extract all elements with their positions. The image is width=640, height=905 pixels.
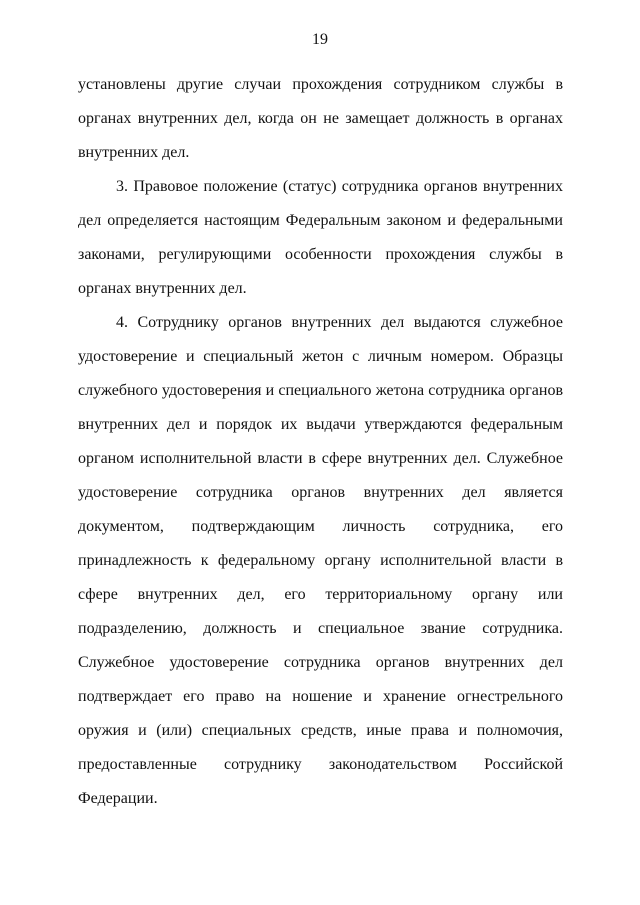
paragraph-4: 4. Сотруднику органов внутренних дел выдаются служебное удостоверение и специальный жетон с личным номером. Образцы служебного удостоверения и специального жетона сотрудника органов внутренних дел и порядок их выдачи утверждаются федеральным органом исполнительной власти в сфере внутренних дел. Служебное удостоверение сотрудника органов внутренних дел является документом, подтверждающим личность сотрудника, его принадлежность к федеральному органу исполнительной власти в сфере внутренних дел, его территориальному органу или подразделению, должность и специальное звание сотрудника. Служебное удостоверение сотрудника органов внутренних дел подтверждает его право на ношение и хранение огнестрельного оружия и (или) специальных средств, иные права и полномочия, предоставленные сотруднику законодательством Российской Федерации. (78, 314, 563, 807)
page-number: 19 (312, 31, 328, 48)
paragraph-continued: установлены другие случаи прохождения сотрудником службы в органах внутренних дел, когда он не замещает должность в органах внутренних дел. (78, 76, 563, 161)
paragraph-3: 3. Правовое положение (статус) сотрудника органов внутренних дел определяется настоящим Федеральным законом и федеральными законами, регулирующими особенности прохождения службы в органах внутренних дел. (78, 178, 563, 297)
document-body (78, 68, 563, 816)
